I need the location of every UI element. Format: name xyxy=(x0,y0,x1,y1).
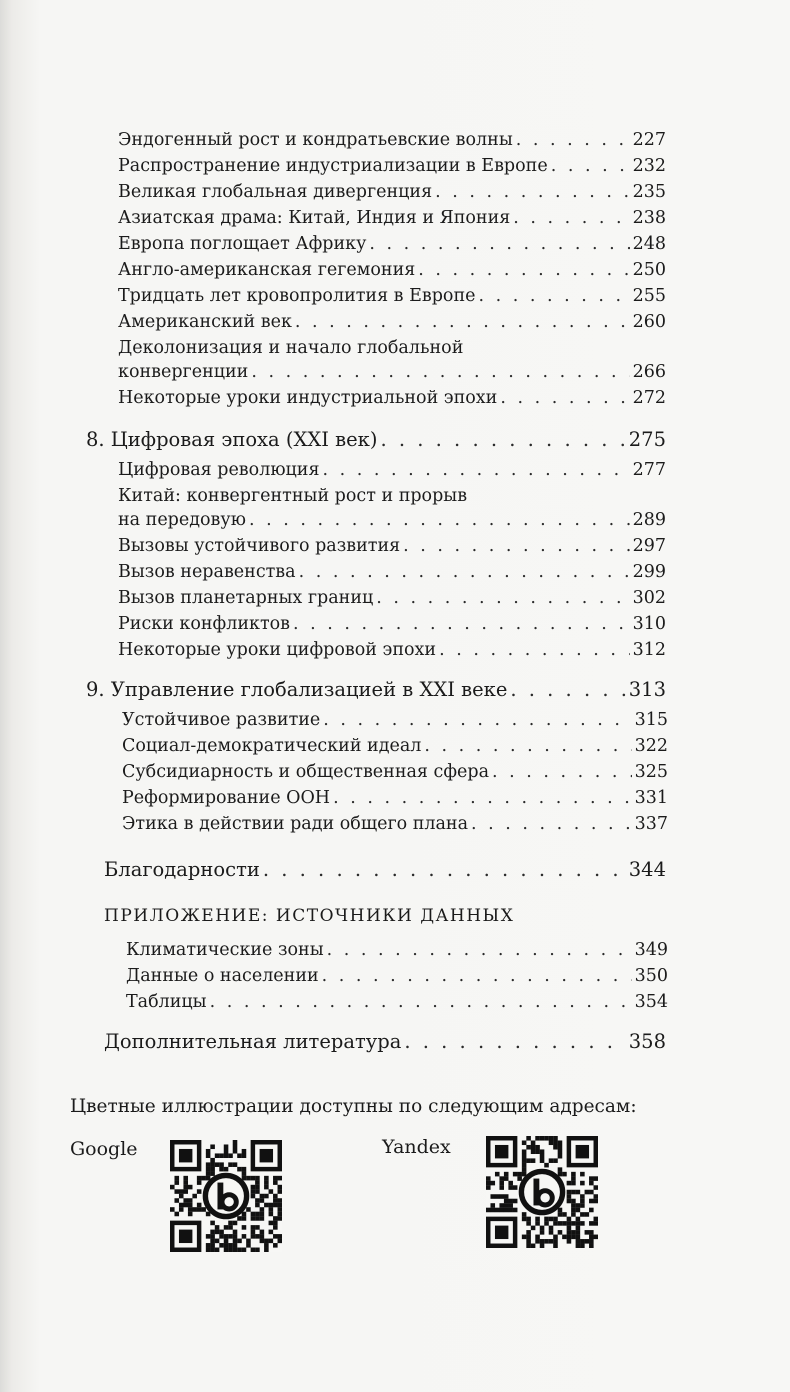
toc-chapter xyxy=(104,858,666,881)
toc-leader-dots xyxy=(424,736,631,756)
toc-entry-title: Англо-американская гегемония xyxy=(118,260,416,280)
toc-entry xyxy=(118,260,666,280)
toc-entry-title-line1: Китай: конвергентный рост и прорыв xyxy=(118,486,468,506)
toc-leader-dots xyxy=(299,562,630,582)
toc-entry xyxy=(118,536,666,556)
toc-leader-dots xyxy=(327,940,632,960)
toc-entry-page: 350 xyxy=(634,966,668,986)
toc-entry-title: Реформирование ООН xyxy=(122,788,331,808)
qr-code-yandex-icon[interactable] xyxy=(486,1136,598,1248)
toc-entry xyxy=(118,182,666,202)
toc-entry-page: 302 xyxy=(632,588,666,608)
toc-leader-dots xyxy=(479,286,630,306)
toc-entry-page: 235 xyxy=(632,182,666,202)
toc-entry-title: Великая глобальная дивергенция xyxy=(118,182,433,202)
toc-chapter-page: 275 xyxy=(628,428,666,451)
toc-entry xyxy=(118,312,666,332)
toc-leader-dots xyxy=(333,788,632,808)
toc-entry-page: 289 xyxy=(632,510,666,530)
toc-entry-page: 337 xyxy=(634,814,668,834)
toc-entry-page: 299 xyxy=(632,562,666,582)
toc-leader-dots xyxy=(516,130,630,150)
toc-chapter-title: Благодарности xyxy=(104,858,260,881)
toc-entry-title: конвергенции xyxy=(118,362,249,382)
toc-entry-title: Эндогенный рост и кондратьевские волны xyxy=(118,130,513,150)
toc-leader-dots xyxy=(471,814,632,834)
toc-entry xyxy=(118,234,666,254)
toc-entry xyxy=(118,562,666,582)
toc-entry xyxy=(118,388,666,408)
toc-entry xyxy=(118,640,666,660)
toc-chapter xyxy=(86,678,666,701)
toc-entry xyxy=(118,130,666,150)
toc-entry xyxy=(118,286,666,306)
toc-entry-page: 255 xyxy=(632,286,666,306)
toc-chapter xyxy=(86,428,666,451)
toc-leader-dots xyxy=(403,536,629,556)
toc-entry-title: Таблицы xyxy=(126,992,207,1012)
toc-entry-title: Этика в действии ради общего плана xyxy=(122,814,469,834)
toc-leader-dots xyxy=(492,762,632,782)
toc-entry-page: 260 xyxy=(632,312,666,332)
toc-entry-title: Американский век xyxy=(118,312,292,332)
toc-entry-title: Вызовы устойчивого развития xyxy=(118,536,401,556)
toc-entry-title: Вызов планетарных границ xyxy=(118,588,374,608)
toc-entry-page: 322 xyxy=(634,736,668,756)
toc-entry-page: 354 xyxy=(634,992,668,1012)
toc-leader-dots xyxy=(323,460,630,480)
toc-entry-page: 232 xyxy=(632,156,666,176)
toc-chapter-title: 8. Цифровая эпоха (XXI век) xyxy=(86,428,378,451)
toc-leader-dots xyxy=(510,678,625,701)
qr-google-label: Google xyxy=(70,1138,138,1160)
toc-leader-dots xyxy=(513,208,629,228)
toc-entry xyxy=(118,156,666,176)
toc-entry-title: Вызов неравенства xyxy=(118,562,296,582)
toc-leader-dots xyxy=(263,858,626,881)
toc-entry-page: 349 xyxy=(634,940,668,960)
toc-entry-title: Цифровая революция xyxy=(118,460,320,480)
toc-leader-dots xyxy=(404,1030,625,1053)
toc-entry-title: Европа поглощает Африку xyxy=(118,234,367,254)
toc-entry-page: 277 xyxy=(632,460,666,480)
toc-entry-page: 227 xyxy=(632,130,666,150)
toc-entry-page: 250 xyxy=(632,260,666,280)
toc-entry xyxy=(126,992,668,1012)
toc-entry-title: Азиатская драма: Китай, Индия и Япония xyxy=(118,208,511,228)
toc-leader-dots xyxy=(369,234,629,254)
toc-entry-title: Некоторые уроки цифровой эпохи xyxy=(118,640,437,660)
toc-chapter-page: 313 xyxy=(628,678,666,701)
toc-entry-title: Субсидиарность и общественная сфера xyxy=(122,762,490,782)
toc-entry-title: Социал-демократический идеал xyxy=(122,736,422,756)
toc-entry xyxy=(118,614,666,634)
toc-entry xyxy=(118,362,666,382)
toc-leader-dots xyxy=(435,182,629,202)
toc-entry xyxy=(122,710,668,730)
toc-entry-title: Некоторые уроки индустриальной эпохи xyxy=(118,388,498,408)
toc-leader-dots xyxy=(376,588,629,608)
qr-code-google-icon[interactable] xyxy=(170,1140,282,1252)
illustrations-note: Цветные иллюстрации доступны по следующим адресам: xyxy=(70,1096,637,1117)
toc-leader-dots xyxy=(251,362,629,382)
toc-leader-dots xyxy=(210,992,632,1012)
toc-entry-title: Устойчивое развитие xyxy=(122,710,321,730)
toc-leader-dots xyxy=(249,510,630,530)
toc-chapter-page: 358 xyxy=(628,1030,666,1053)
toc-leader-dots xyxy=(380,428,625,451)
toc-leader-dots xyxy=(295,312,630,332)
toc-entry xyxy=(122,762,668,782)
toc-leader-dots xyxy=(418,260,629,280)
toc-entry xyxy=(118,588,666,608)
toc-entry xyxy=(122,788,668,808)
toc-entry-page: 325 xyxy=(634,762,668,782)
toc-leader-dots xyxy=(551,156,630,176)
toc-entry-page: 248 xyxy=(632,234,666,254)
toc-entry xyxy=(126,940,668,960)
toc-chapter xyxy=(104,1030,666,1053)
toc-chapter-title: 9. Управление глобализацией в XXI веке xyxy=(86,678,508,701)
toc-entry-page: 238 xyxy=(632,208,666,228)
toc-leader-dots xyxy=(500,388,629,408)
toc-entry-title-line1: Деколонизация и начало глобальной xyxy=(118,338,464,358)
toc-entry xyxy=(122,736,668,756)
appendix-heading: ПРИЛОЖЕНИЕ: ИСТОЧНИКИ ДАННЫХ xyxy=(104,906,515,926)
toc-entry xyxy=(122,814,668,834)
toc-entry xyxy=(126,966,668,986)
toc-entry-title: Риски конфликтов xyxy=(118,614,291,634)
toc-entry-page: 297 xyxy=(632,536,666,556)
toc-entry-page: 312 xyxy=(632,640,666,660)
toc-entry-page: 331 xyxy=(634,788,668,808)
toc-entry-page: 310 xyxy=(632,614,666,634)
toc-leader-dots xyxy=(322,966,632,986)
toc-entry xyxy=(118,208,666,228)
toc-entry-title: Тридцать лет кровопролития в Европе xyxy=(118,286,476,306)
toc-entry-page: 266 xyxy=(632,362,666,382)
toc-chapter-page: 344 xyxy=(628,858,666,881)
toc-entry xyxy=(118,510,666,530)
toc-entry-title: Климатические зоны xyxy=(126,940,324,960)
qr-yandex-label: Yandex xyxy=(382,1136,451,1158)
toc-chapter-title: Дополнительная литература xyxy=(104,1030,402,1053)
toc-entry-title: Распространение индустриализации в Европе xyxy=(118,156,548,176)
toc-entry-title: Данные о населении xyxy=(126,966,319,986)
toc-entry-title: на передовую xyxy=(118,510,246,530)
toc-entry-page: 315 xyxy=(634,710,668,730)
toc-leader-dots xyxy=(323,710,631,730)
toc-leader-dots xyxy=(293,614,630,634)
toc-entry xyxy=(118,460,666,480)
toc-leader-dots xyxy=(439,640,630,660)
toc-entry-page: 272 xyxy=(632,388,666,408)
